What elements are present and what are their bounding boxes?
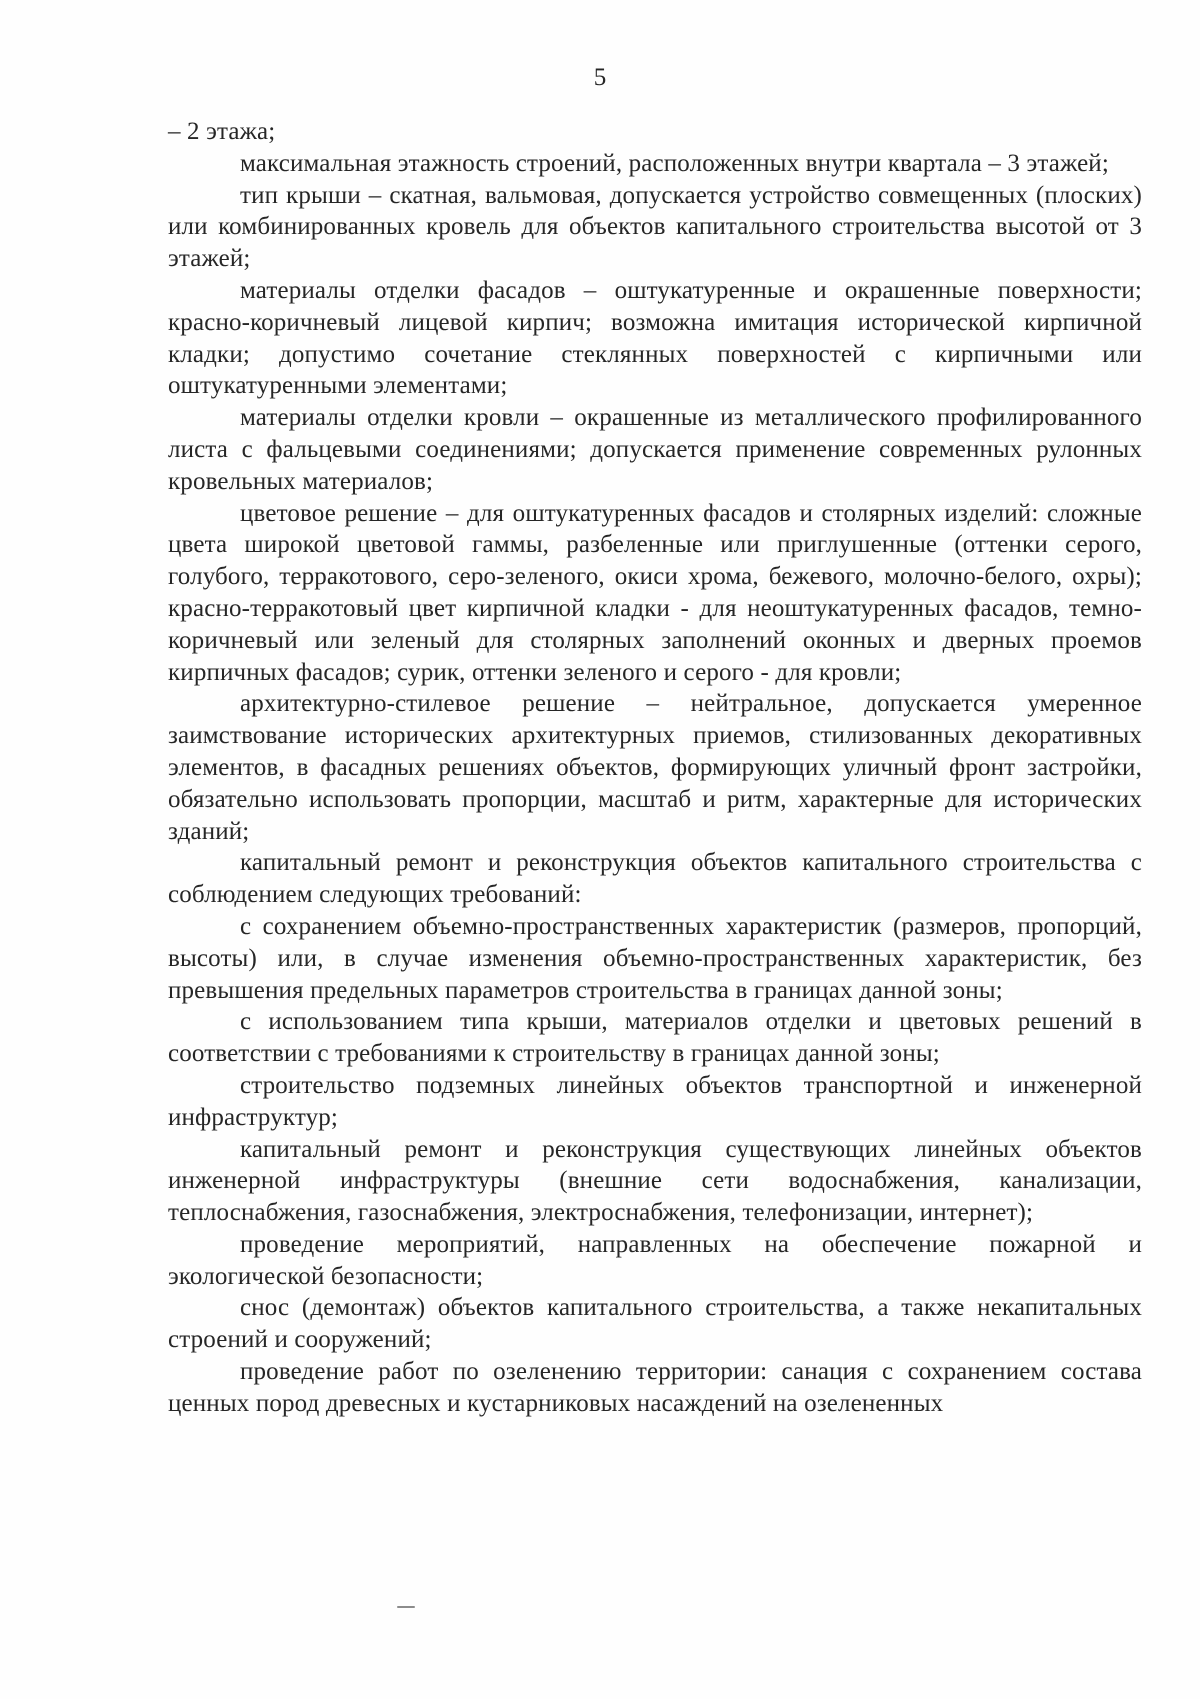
paragraph-color-solution: цветовое решение – для оштукатуренных фасадов и столярных изделий: сложные цвета широкой цветовой гаммы, разбеленные или приглушенные (оттенки серого, голубого, терракотового, серо-зеленого, окиси хрома, бежевого, молочно-белого, охры); красно-терракотовый цвет кирпичной кладки - для неоштукатуренных фасадов, темно-коричневый или зеленый для столярных заполнений оконных и дверных проемов кирпичных фасадов; сурик, оттенки зеленого и серого - для кровли; — [168, 499, 1142, 686]
paragraph-roof-type: тип крыши – скатная, вальмовая, допускается устройство совмещенных (плоских) или комбинированных кровель для объектов капитального строительства высотой от 3 этажей; — [168, 181, 1142, 273]
page-number: 5 — [593, 64, 607, 91]
paragraph-max-floors: максимальная этажность строений, расположенных внутри квартала – 3 этажей; — [240, 149, 1109, 177]
paragraph-roof-materials: материалы отделки кровли – окрашенные из металлического профилированного листа с фальцевыми соединениями; допускается применение современных рулонных кровельных материалов; — [168, 404, 1142, 495]
paragraph-facade-materials: материалы отделки фасадов – оштукатуренные и окрашенные поверхности; красно-коричневый лицевой кирпич; возможна имитация исторической кирпичной кладки; допустимо сочетание стеклянных поверхностей с кирпичными или оштукатуренными элементами; — [168, 276, 1142, 400]
paragraph-architectural-style: архитектурно-стилевое решение – нейтральное, допускается умеренное заимствование исторических архитектурных приемов, стилизованных декоративных элементов, в фасадных решениях объектов, формирующих уличный фронт застройки, обязательно использовать пропорции, масштаб и ритм, характерные для исторических зданий; — [168, 690, 1142, 845]
paragraph-preserve-characteristics: с сохранением объемно-пространственных характеристик (размеров, пропорций, высоты) или, в случае изменения объемно-пространственных характеристик, без превышения предельных параметров строительства в границах данной зоны; — [168, 912, 1142, 1004]
paragraph-repair-reconstruction: капитальный ремонт и реконструкция объектов капитального строительства с соблюдением следующих требований: — [168, 849, 1142, 909]
paragraph-linear-infrastructure: капитальный ремонт и реконструкция существующих линейных объектов инженерной инфраструктуры (внешние сети водоснабжения, канализации, теплоснабжения, газоснабжения, электроснабжения, телефонизации, интернет); — [168, 1135, 1142, 1227]
paragraph-roof-materials-colors: с использованием типа крыши, материалов отделки и цветовых решений в соответствии с требованиями к строительству в границах данной зоны; — [168, 1008, 1142, 1068]
paragraph-demolition: снос (демонтаж) объектов капитального строительства, а также некапитальных строений и сооружений; — [168, 1294, 1142, 1354]
paragraph-underground-objects: строительство подземных линейных объектов транспортной и инженерной инфраструктур; — [168, 1071, 1142, 1131]
scan-artifact-mark — [397, 1606, 415, 1608]
paragraph-floors-continuation: – 2 этажа; — [168, 118, 276, 145]
paragraph-fire-ecology-safety: проведение мероприятий, направленных на обеспечение пожарной и экологической безопасности; — [168, 1230, 1142, 1290]
document-body — [168, 116, 1142, 1420]
paragraph-landscaping: проведение работ по озеленению территории: санация с сохранением состава ценных пород древесных и кустарниковых насаждений на озелененных — [168, 1358, 1142, 1417]
